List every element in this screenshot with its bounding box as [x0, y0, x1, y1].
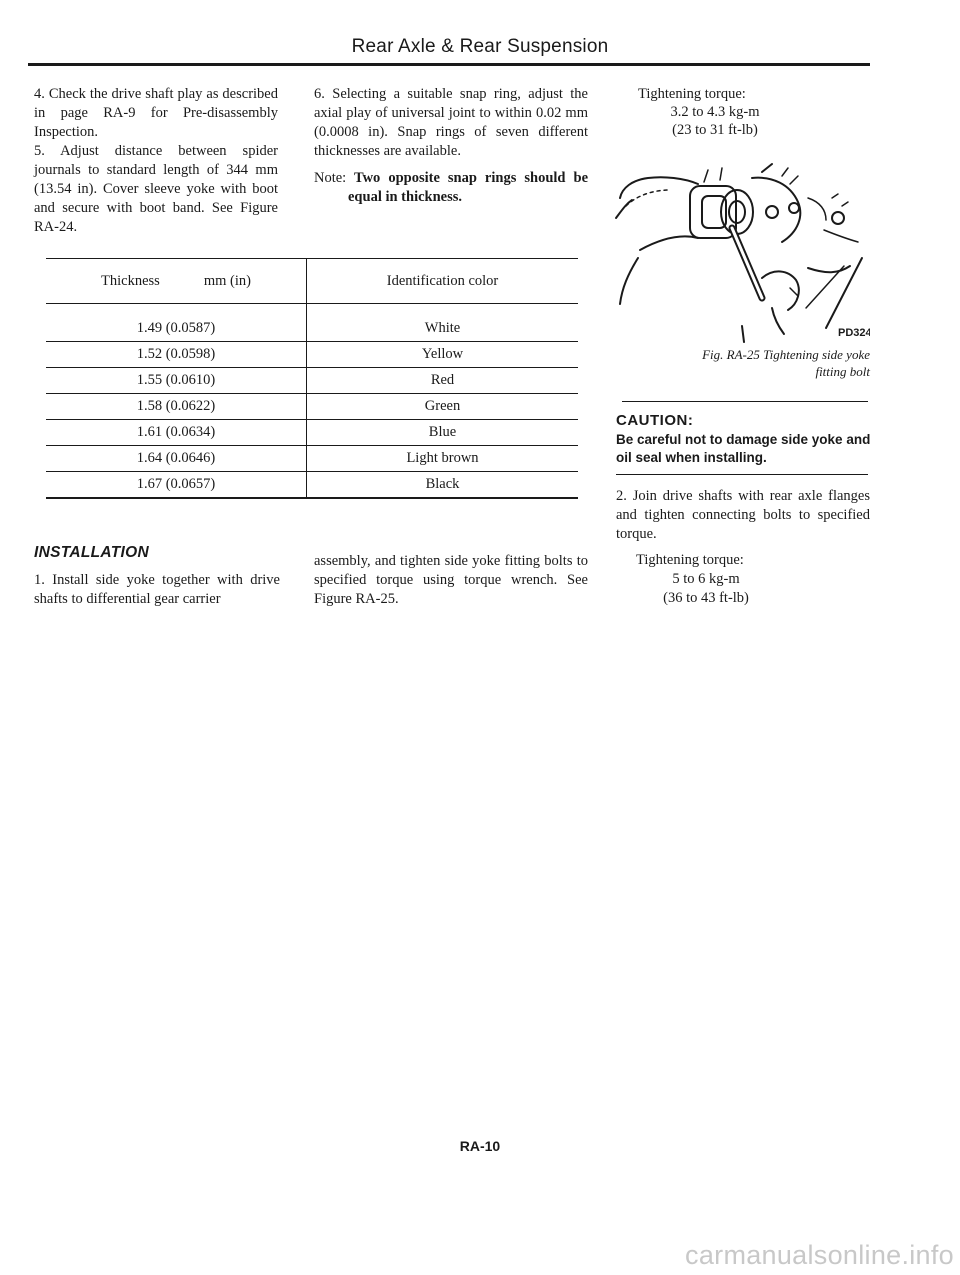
thickness-cell: 1.55 (0.0610): [46, 368, 307, 394]
torque-1-value-metric: 3.2 to 4.3 kg-m: [670, 104, 760, 120]
header-rule: [28, 63, 870, 66]
figure-ra-25: [612, 158, 870, 343]
table-row: [46, 472, 578, 499]
caution-heading: CAUTION:: [616, 412, 694, 429]
color-cell: Red: [307, 368, 579, 394]
caution-divider: [616, 474, 868, 475]
figure-divider: [622, 401, 868, 402]
install-step-1-paragraph: [34, 571, 280, 609]
torque-2-value-metric: 5 to 6 kg-m: [672, 571, 740, 587]
thickness-cell: 1.61 (0.0634): [46, 420, 307, 446]
figure-caption-line-1: Fig. RA-25 Tightening side yoke: [702, 347, 870, 362]
thickness-cell: 1.67 (0.0657): [46, 472, 307, 499]
torque-2-value-imperial: (36 to 43 ft-lb): [663, 590, 749, 606]
thickness-cell: 1.58 (0.0622): [46, 394, 307, 420]
watermark: carmanualsonline.info: [685, 1240, 954, 1270]
torque-1-value-imperial: (23 to 31 ft-lb): [672, 122, 758, 138]
table-row: [46, 342, 578, 368]
snap-ring-table: [46, 258, 578, 499]
header-thickness: [46, 259, 307, 304]
header-color: Identification color: [307, 259, 579, 304]
note-paragraph: [314, 169, 588, 207]
header-thickness-label: Thickness: [101, 272, 160, 289]
col2-text: [314, 85, 588, 207]
color-cell: Black: [307, 472, 579, 499]
torque-2-label: Tightening torque:: [636, 552, 744, 568]
color-cell: Blue: [307, 420, 579, 446]
step-2-text: 2. Join drive shafts with rear axle flanges and tighten connecting bolts to specified torque.: [616, 488, 870, 542]
figure-code: PD324: [838, 327, 870, 339]
color-cell: White: [307, 316, 579, 342]
figure-caption-line-2: fitting bolt: [815, 364, 870, 379]
figure-caption: [612, 346, 870, 380]
step-5-paragraph: 5. Adjust distance between spider journals to standard length of 344 mm (13.54 in). Cover sleeve yoke with boot and secure with boot band. See Figure RA-24.: [34, 143, 278, 235]
table-row: [46, 316, 578, 342]
table-row: [46, 446, 578, 472]
color-cell: Yellow: [307, 342, 579, 368]
note-text: Two opposite snap rings should be equal in thickness.: [348, 170, 588, 205]
install-step-1-continued: assembly, and tighten side yoke fitting bolts to specified torque using torque wrench. See Figure RA-25.: [314, 553, 588, 607]
table-row: [46, 394, 578, 420]
torque-1-label: Tightening torque:: [638, 86, 746, 102]
caution-text: Be careful not to damage side yoke and oil seal when installing.: [616, 432, 871, 465]
installation-heading: INSTALLATION: [34, 544, 149, 561]
color-cell: Light brown: [307, 446, 579, 472]
table-header-row: [46, 259, 578, 304]
table-row: [46, 420, 578, 446]
page-title: Rear Axle & Rear Suspension: [351, 36, 609, 57]
install-step-1: 1. Install side yoke together with drive shafts to differential gear carrier: [34, 572, 280, 607]
install-step-1-continued-paragraph: [314, 552, 588, 609]
color-cell: Green: [307, 394, 579, 420]
step-2-paragraph: [616, 487, 870, 544]
col1-text: [34, 85, 278, 237]
table-row: [46, 368, 578, 394]
header-unit-label: mm (in): [203, 272, 251, 289]
page-number: RA-10: [459, 1138, 501, 1154]
side-yoke-bolt-illustration: [612, 158, 870, 343]
thickness-cell: 1.64 (0.0646): [46, 446, 307, 472]
step-6-paragraph: 6. Selecting a suitable snap ring, adjust the axial play of universal joint to within 0.02 mm (0.0008 in). Snap rings of seven different thicknesses are available.: [314, 86, 588, 159]
note-label: Note:: [314, 170, 347, 186]
thickness-cell: 1.52 (0.0598): [46, 342, 307, 368]
thickness-cell: 1.49 (0.0587): [46, 316, 307, 342]
step-4-paragraph: 4. Check the drive shaft play as described in page RA-9 for Pre-disassembly Inspection.: [34, 86, 278, 140]
